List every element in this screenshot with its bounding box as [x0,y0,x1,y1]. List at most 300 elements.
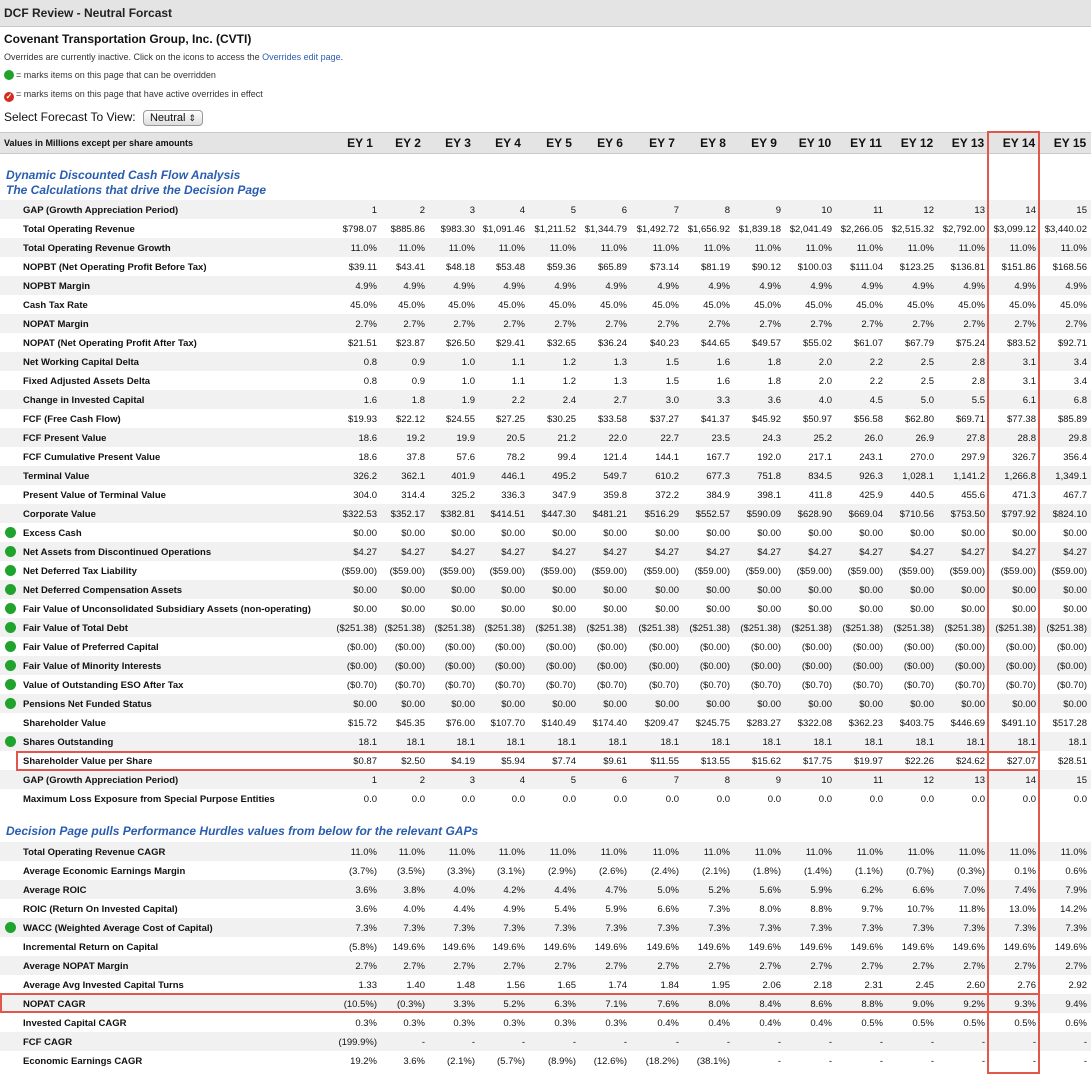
override-dot-icon[interactable] [5,736,16,747]
table-cell: $0.00 [501,699,525,710]
table-cell: 2.7% [403,961,425,972]
override-dot-icon[interactable] [5,603,16,614]
table-cell: $3,099.12 [993,224,1036,235]
override-dot-icon[interactable] [5,527,16,538]
table-cell: 2.5 [920,357,934,368]
overrides-inactive-text: Overrides are currently inactive. Click on the icons to access the [4,52,260,62]
table-cell: $174.40 [592,718,627,729]
table-cell: $824.10 [1052,509,1087,520]
table-cell: $73.14 [649,262,679,273]
table-cell: - [1032,1037,1036,1048]
table-cell: $24.62 [955,756,985,767]
table-cell: $62.80 [904,414,934,425]
override-dot-icon[interactable] [5,698,16,709]
table-cell: $0.00 [961,699,985,710]
row-label: Fixed Adjusted Assets Delta [23,376,151,387]
table-cell: 45.0% [958,300,985,311]
table-cell: 149.6% [442,942,475,953]
table-cell: 2.7% [759,319,781,330]
table-cell: $2,515.32 [891,224,934,235]
table-cell: (2.1%) [447,1056,475,1067]
row-label: Net Deferred Tax Liability [23,566,137,577]
table-cell: 1.2 [562,357,576,368]
row-label: Fair Value of Preferred Capital [23,642,159,653]
table-cell: 1.0 [461,376,475,387]
table-cell: $797.92 [1001,509,1036,520]
override-dot-icon[interactable] [5,679,16,690]
table-cell: $1,656.92 [687,224,730,235]
table-cell: $1,091.46 [482,224,525,235]
table-cell: 0.0 [1022,794,1036,805]
table-row [0,1013,1091,1032]
table-cell: $0.00 [552,528,576,539]
table-cell: 7.3% [759,923,781,934]
table-cell: 7.9% [1065,885,1087,896]
table-cell: 149.6% [799,942,832,953]
red-legend-text: = marks items on this page that have active overrides in effect [16,89,263,99]
table-cell: 11.0% [856,243,883,254]
table-cell: 4.9% [759,281,781,292]
table-cell: ($0.70) [346,680,377,691]
table-row [0,238,1091,257]
table-cell: ($0.00) [852,642,883,653]
row-label: Corporate Value [23,509,96,520]
table-cell: 78.2 [506,452,525,463]
table-cell: - [930,1056,934,1067]
table-cell: 0.5% [1014,1018,1036,1029]
table-cell: 2.7% [963,961,985,972]
table-cell: 6 [621,205,627,216]
table-cell: 8.8% [810,904,832,915]
table-cell: $2,792.00 [942,224,985,235]
table-cell: 0.0 [920,794,934,805]
table-cell: 149.6% [850,942,883,953]
table-row [0,732,1091,751]
table-cell: - [675,1037,679,1048]
table-cell: 9.7% [861,904,883,915]
table-cell: 121.4 [603,452,627,463]
table-cell: $1,211.52 [534,224,576,235]
table-cell: 3.6 [767,395,781,406]
table-cell: - [521,1037,525,1048]
table-cell: $0.00 [706,585,730,596]
table-cell: 325.2 [451,490,475,501]
table-cell: 326.7 [1012,452,1036,463]
table-cell: 0.0 [411,794,425,805]
table-cell: 149.6% [543,942,576,953]
table-cell: 0.6% [1065,1018,1087,1029]
table-cell: $0.00 [401,528,425,539]
table-cell: $0.00 [552,604,576,615]
table-cell: 144.1 [655,452,679,463]
override-dot-icon[interactable] [5,641,16,652]
table-cell: ($251.38) [484,623,525,634]
table-cell: ($0.70) [1005,680,1036,691]
table-cell: $4.27 [1012,547,1036,558]
table-cell: 57.6 [456,452,475,463]
table-cell: 0.5% [912,1018,934,1029]
overrides-link-suffix: . [340,52,344,62]
table-cell: $22.12 [395,414,425,425]
table-cell: 23.5 [711,433,730,444]
table-row [0,295,1091,314]
row-label: Present Value of Terminal Value [23,490,166,501]
table-cell: 11.0% [1009,243,1036,254]
table-cell: - [623,1037,627,1048]
table-cell: 4.9% [810,281,832,292]
table-cell: 11 [873,775,883,786]
table-cell: 2.7% [554,961,576,972]
row-label: Economic Earnings CAGR [23,1056,143,1067]
table-cell: 8 [724,775,730,786]
table-cell: 8.0% [759,904,781,915]
table-cell: $4.27 [1063,547,1087,558]
table-row [0,485,1091,504]
table-cell: 1,028.1 [902,471,934,482]
table-cell: ($251.38) [944,623,985,634]
table-cell: 610.2 [655,471,679,482]
table-cell: - [726,1037,730,1048]
table-cell: 1,349.1 [1055,471,1087,482]
table-cell: 2.7% [810,319,832,330]
table-cell: (2.1%) [702,866,730,877]
table-cell: 3.3% [453,999,475,1010]
table-cell: $0.00 [757,604,781,615]
table-cell: 1.48 [456,980,475,991]
override-dot-icon[interactable] [5,922,16,933]
table-cell: 11.0% [1060,243,1087,254]
table-cell: 18.1 [456,737,475,748]
table-cell: 2.7% [708,961,730,972]
table-cell: 0.0 [613,794,627,805]
table-cell: $32.65 [546,338,576,349]
table-cell: ($59.00) [694,566,730,577]
table-cell: 1.6 [716,376,730,387]
table-cell: $2,266.05 [840,224,883,235]
table-cell: 1.74 [608,980,627,991]
column-header: EY 13 [951,136,985,150]
table-cell: 7.3% [453,923,475,934]
table-cell: 4.0% [453,885,475,896]
table-cell: $0.00 [353,604,377,615]
table-cell: $0.00 [706,528,730,539]
table-cell: $4.27 [859,547,883,558]
table-cell: 425.9 [859,490,883,501]
table-cell: ($0.00) [699,661,730,672]
table-cell: $45.35 [395,718,425,729]
table-cell: $92.71 [1057,338,1087,349]
table-cell: $0.00 [808,528,832,539]
table-cell: 9.0% [912,999,934,1010]
table-cell: 1,141.2 [953,471,985,482]
table-cell: ($0.70) [1056,680,1087,691]
table-cell: $123.25 [899,262,934,273]
table-cell: 401.9 [451,471,475,482]
table-cell: 1,266.8 [1004,471,1036,482]
table-cell: - [981,1056,985,1067]
table-cell: 6.3% [554,999,576,1010]
table-cell: ($0.70) [545,680,576,691]
table-cell: 1.2 [562,376,576,387]
table-cell: 0.3% [403,1018,425,1029]
table-cell: 1.1 [511,376,525,387]
table-cell: $168.56 [1052,262,1087,273]
row-label: FCF (Free Cash Flow) [23,414,121,425]
table-cell: ($59.00) [796,566,832,577]
table-cell: 4.4% [554,885,576,896]
table-cell: 0.1% [1014,866,1036,877]
table-cell: $352.17 [390,509,425,520]
table-cell: $15.62 [751,756,781,767]
table-cell: 2.7% [963,319,985,330]
table-cell: ($0.00) [648,661,679,672]
table-cell: 2.7% [861,961,883,972]
table-row [0,842,1091,861]
table-cell: 11.0% [703,847,730,858]
table-cell: 0.0 [363,794,377,805]
table-cell: (38.1%) [696,1056,730,1067]
table-row [0,352,1091,371]
table-cell: 11.0% [907,243,934,254]
select-caret-icon: ⇕ [188,113,197,123]
override-dot-icon[interactable] [5,660,16,671]
table-cell: 5.6% [759,885,781,896]
table-cell: 4.9% [503,904,525,915]
table-cell: ($59.00) [1000,566,1036,577]
row-label: Net Working Capital Delta [23,357,139,368]
table-cell: 5.2% [503,999,525,1010]
table-cell: 4.9% [554,281,576,292]
table-cell: ($0.00) [545,642,576,653]
table-cell: 3.6% [403,1056,425,1067]
table-row [0,618,1091,637]
table-cell: 11.0% [1009,847,1036,858]
forecast-select[interactable] [143,110,203,126]
table-cell: $0.00 [552,585,576,596]
table-cell: 2.06 [762,980,781,991]
table-cell: $446.69 [950,718,985,729]
table-cell: $0.00 [1063,699,1087,710]
row-label: Total Operating Revenue Growth [23,243,171,254]
table-cell: 1.5 [665,376,679,387]
table-cell: 21.2 [557,433,576,444]
table-cell: 11.0% [907,847,934,858]
table-cell: $0.00 [451,604,475,615]
table-cell: (3.7%) [349,866,377,877]
table-cell: 15 [1076,205,1087,216]
table-cell: (12.6%) [593,1056,627,1067]
table-cell: ($251.38) [689,623,730,634]
table-row [0,975,1091,994]
row-label: NOPBT Margin [23,281,91,292]
table-cell: $50.97 [802,414,832,425]
table-cell: $0.00 [859,585,883,596]
table-cell: - [930,1037,934,1048]
table-cell: 0.4% [810,1018,832,1029]
table-cell: 411.8 [808,490,832,501]
table-cell: ($59.00) [1051,566,1087,577]
table-row [0,694,1091,713]
table-cell: 15 [1076,775,1087,786]
table-cell: 9.4% [1065,999,1087,1010]
table-cell: ($0.70) [954,680,985,691]
table-cell: ($0.00) [852,661,883,672]
table-cell: ($59.00) [643,566,679,577]
table-cell: 3.1 [1022,357,1036,368]
table-cell: 11.0% [350,847,377,858]
column-header: EY 2 [395,136,421,150]
table-cell: ($251.38) [535,623,576,634]
table-cell: 356.4 [1063,452,1087,463]
table-cell: $30.25 [546,414,576,425]
table-cell: $136.81 [950,262,985,273]
table-cell: $7.74 [552,756,576,767]
row-label: NOPBT (Net Operating Profit Before Tax) [23,262,207,273]
override-dot-icon[interactable] [5,584,16,595]
table-cell: 45.0% [703,300,730,311]
table-cell: ($0.70) [801,680,832,691]
table-cell: $0.00 [706,699,730,710]
table-cell: ($251.38) [336,623,377,634]
table-cell: 384.9 [706,490,730,501]
overrides-edit-link[interactable]: Overrides edit page [262,52,341,62]
table-cell: $39.11 [348,262,377,273]
table-cell: 5.9% [810,885,832,896]
table-cell: ($59.00) [898,566,934,577]
table-cell: $27.07 [1006,756,1036,767]
table-cell: ($0.00) [545,661,576,672]
table-cell: 2.31 [864,980,883,991]
table-cell: ($251.38) [842,623,883,634]
row-label: Incremental Return on Capital [23,942,159,953]
table-cell: $41.37 [700,414,730,425]
table-cell: 7.3% [810,923,832,934]
table-cell: 2.92 [1068,980,1087,991]
forecast-label: Select Forecast To View: [4,110,136,124]
table-cell: 4.9% [1014,281,1036,292]
table-cell: $1,344.79 [584,224,627,235]
hurdles-section-title: Decision Page pulls Performance Hurdles values from below for the relevant GAPs [6,824,479,838]
table-cell: 45.0% [907,300,934,311]
table-cell: ($0.00) [903,661,934,672]
table-cell: 149.6% [392,942,425,953]
table-cell: 1.8 [767,376,781,387]
table-cell: ($0.70) [394,680,425,691]
table-cell: 7.3% [708,923,730,934]
table-cell: 8.8% [861,999,883,1010]
table-cell: $4.27 [910,547,934,558]
table-cell: 18.1 [557,737,576,748]
table-cell: $33.58 [597,414,627,425]
table-cell: 14 [1025,775,1036,786]
table-cell: ($0.70) [494,680,525,691]
table-cell: 9.3% [1014,999,1036,1010]
table-cell: 314.4 [401,490,425,501]
column-header: EY 7 [649,136,675,150]
table-cell: ($0.00) [1005,642,1036,653]
table-cell: 12 [923,205,934,216]
row-label: FCF Present Value [23,433,107,444]
table-cell: ($0.70) [903,680,934,691]
table-cell: 6 [621,775,627,786]
table-cell: 2.7% [861,319,883,330]
table-cell: 0.8 [363,357,377,368]
table-cell: 11.0% [498,847,525,858]
table-cell: 2.7% [605,961,627,972]
table-cell: 24.3 [762,433,781,444]
table-cell: 4.9% [963,281,985,292]
table-cell: 0.4% [657,1018,679,1029]
table-cell: 1.0 [461,357,475,368]
table-cell: $0.00 [1063,585,1087,596]
table-cell: 3.6% [355,885,377,896]
table-cell: 25.2 [813,433,832,444]
table-cell: $61.07 [853,338,883,349]
table-cell: ($0.70) [444,680,475,691]
override-dot-icon[interactable] [5,622,16,633]
table-cell: 0.0 [716,794,730,805]
table-cell: 2.7% [912,319,934,330]
table-cell: 11.0% [448,243,475,254]
table-cell: 7.3% [554,923,576,934]
table-cell: 10 [821,205,832,216]
green-legend-text: = marks items on this page that can be overridden [16,70,216,80]
table-cell: $26.50 [445,338,475,349]
table-cell: 11.0% [805,243,832,254]
table-cell: ($251.38) [384,623,425,634]
table-cell: (3.1%) [497,866,525,877]
table-cell: 18.1 [660,737,679,748]
table-cell: 2.7% [1065,319,1087,330]
table-cell: 4.2% [503,885,525,896]
table-cell: $4.27 [401,547,425,558]
shareholder-value-per-share-highlight [16,751,1040,771]
table-header-label: Values in Millions except per share amounts [4,138,194,148]
table-cell: 1.33 [358,980,377,991]
override-dot-icon[interactable] [5,565,16,576]
column-header: EY 10 [798,136,832,150]
table-cell: 2.7 [613,395,627,406]
table-cell: 11.0% [448,847,475,858]
table-cell: - [1083,1037,1087,1048]
table-cell: ($0.00) [750,642,781,653]
table-cell: $55.02 [802,338,832,349]
table-cell: 149.6% [952,942,985,953]
table-cell: $0.00 [603,585,627,596]
table-cell: $245.75 [695,718,730,729]
table-cell: ($251.38) [586,623,627,634]
table-cell: $59.36 [546,262,576,273]
table-cell: $0.00 [808,699,832,710]
table-cell: 0.3% [554,1018,576,1029]
column-header: EY 12 [900,136,934,150]
row-label: Total Operating Revenue CAGR [23,847,166,858]
table-cell: ($0.00) [346,661,377,672]
table-cell: $24.55 [445,414,475,425]
override-dot-icon[interactable] [5,546,16,557]
table-cell: 4.0 [818,395,832,406]
table-cell: 45.0% [549,300,576,311]
table-row [0,899,1091,918]
table-cell: $710.56 [899,509,934,520]
table-cell: $0.00 [401,604,425,615]
table-cell: 13 [974,775,985,786]
table-cell: $0.00 [808,585,832,596]
table-cell: 0.0 [1073,794,1087,805]
table-cell: ($59.00) [591,566,627,577]
table-cell: $517.28 [1052,718,1087,729]
table-cell: 9 [775,775,781,786]
